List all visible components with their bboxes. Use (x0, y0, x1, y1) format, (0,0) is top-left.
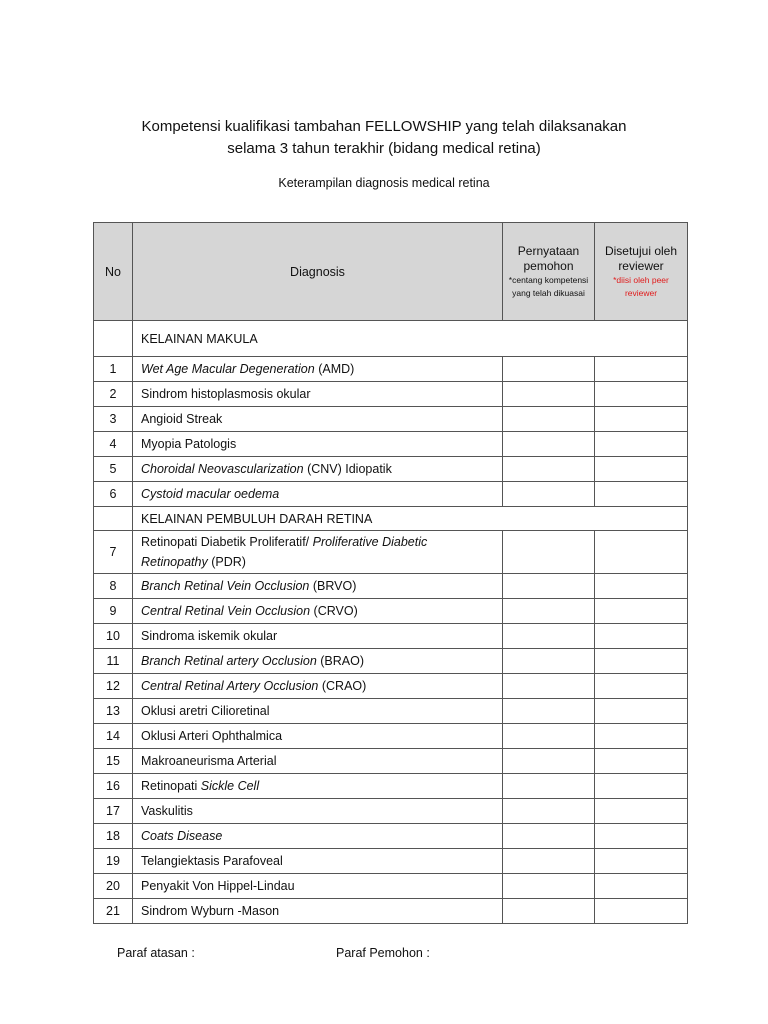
row-diagnosis (133, 649, 503, 674)
diagnosis-italic: Proliferative Diabetic Retinopathy (141, 535, 428, 569)
reviewer-cell[interactable] (595, 824, 688, 849)
table-row (94, 674, 688, 699)
reviewer-cell[interactable] (595, 382, 688, 407)
diagnosis-suffix: (PDR) (207, 555, 246, 569)
diagnosis-text: Oklusi Arteri Ophthalmica (141, 729, 283, 743)
table-row (94, 531, 688, 574)
row-number: 6 (94, 482, 133, 507)
row-diagnosis (133, 674, 503, 699)
table-row (94, 574, 688, 599)
reviewer-cell[interactable] (595, 482, 688, 507)
row-number: 9 (94, 599, 133, 624)
diagnosis-italic: Choroidal Neovascularization (141, 462, 304, 476)
pernyataan-checkbox-cell[interactable] (503, 724, 595, 749)
diagnosis-suffix: (AMD) (314, 362, 355, 376)
diagnosis-text: Retinopati (141, 779, 201, 793)
row-number: 2 (94, 382, 133, 407)
table-row (94, 649, 688, 674)
reviewer-cell[interactable] (595, 724, 688, 749)
reviewer-cell[interactable] (595, 899, 688, 924)
section-title: KELAINAN MAKULA (133, 321, 688, 357)
row-number: 20 (94, 874, 133, 899)
header-pernyataan-label: Pernyataan pemohon (517, 243, 580, 273)
diagnosis-italic: Coats Disease (141, 829, 223, 843)
diagnosis-text: Sindrom Wyburn -Mason (141, 904, 280, 918)
title-line-1: Kompetensi kualifikasi tambahan FELLOWSHIP yang telah dilaksanakan (141, 118, 627, 135)
row-diagnosis (133, 574, 503, 599)
table-row (94, 599, 688, 624)
reviewer-cell[interactable] (595, 799, 688, 824)
diagnosis-text: Penyakit Von Hippel-Lindau (141, 879, 295, 893)
diagnosis-text: Makroaneurisma Arterial (141, 754, 277, 768)
header-disetujui-label: Disetujui oleh reviewer (604, 243, 678, 273)
table-row (94, 357, 688, 382)
paraf-atasan-label: Paraf atasan : (117, 946, 195, 960)
table-row (94, 624, 688, 649)
table-row (94, 849, 688, 874)
row-diagnosis (133, 749, 503, 774)
table-row (94, 799, 688, 824)
header-disetujui (595, 223, 688, 321)
diagnosis-suffix: (CNV) Idiopatik (303, 462, 392, 476)
header-diagnosis: Diagnosis (133, 223, 503, 321)
pernyataan-checkbox-cell[interactable] (503, 849, 595, 874)
diagnosis-table (93, 222, 688, 924)
row-number: 17 (94, 799, 133, 824)
table-row (94, 899, 688, 924)
row-number: 4 (94, 432, 133, 457)
reviewer-cell[interactable] (595, 624, 688, 649)
row-diagnosis (133, 599, 503, 624)
row-diagnosis (133, 699, 503, 724)
row-number: 14 (94, 724, 133, 749)
reviewer-cell[interactable] (595, 531, 688, 574)
document-subtitle: Keterampilan diagnosis medical retina (278, 176, 490, 190)
row-diagnosis (133, 624, 503, 649)
row-number: 11 (94, 649, 133, 674)
diagnosis-text: Retinopati Diabetik Proliferatif/ (141, 535, 313, 549)
row-number: 19 (94, 849, 133, 874)
row-number: 16 (94, 774, 133, 799)
diagnosis-suffix: (CRAO) (318, 679, 367, 693)
reviewer-cell[interactable] (595, 357, 688, 382)
row-number: 15 (94, 749, 133, 774)
pernyataan-checkbox-cell[interactable] (503, 874, 595, 899)
table-row (94, 699, 688, 724)
diagnosis-italic: Cystoid macular oedema (141, 487, 280, 501)
row-diagnosis (133, 357, 503, 382)
pernyataan-checkbox-cell[interactable] (503, 899, 595, 924)
section-no-cell (94, 507, 133, 531)
pernyataan-checkbox-cell[interactable] (503, 699, 595, 724)
pernyataan-checkbox-cell[interactable] (503, 457, 595, 482)
reviewer-cell[interactable] (595, 749, 688, 774)
table-row (94, 874, 688, 899)
table-row (94, 774, 688, 799)
diagnosis-italic: Sickle Cell (200, 779, 260, 793)
reviewer-cell[interactable] (595, 432, 688, 457)
table-row (94, 482, 688, 507)
header-pernyataan (503, 223, 595, 321)
row-number: 21 (94, 899, 133, 924)
pernyataan-checkbox-cell[interactable] (503, 599, 595, 624)
diagnosis-text: Myopia Patologis (141, 437, 237, 451)
table-body (94, 321, 688, 924)
table-row (94, 749, 688, 774)
pernyataan-checkbox-cell[interactable] (503, 432, 595, 457)
row-diagnosis (133, 874, 503, 899)
row-diagnosis (133, 432, 503, 457)
header-disetujui-note: *diisi oleh peer reviewer (613, 274, 669, 298)
diagnosis-text: Sindroma iskemik okular (141, 629, 278, 643)
section-row-kelainan-makula (94, 321, 688, 357)
diagnosis-text: Telangiektasis Parafoveal (141, 854, 283, 868)
row-number: 10 (94, 624, 133, 649)
reviewer-cell[interactable] (595, 699, 688, 724)
diagnosis-text: Vaskulitis (141, 804, 193, 818)
table-row (94, 824, 688, 849)
section-row-kelainan-pembuluh-darah-retina (94, 507, 688, 531)
row-diagnosis (133, 724, 503, 749)
row-number: 5 (94, 457, 133, 482)
document-title (0, 116, 768, 160)
table-row (94, 407, 688, 432)
row-number: 3 (94, 407, 133, 432)
row-diagnosis (133, 774, 503, 799)
diagnosis-suffix: (CRVO) (310, 604, 358, 618)
diagnosis-text: Angioid Streak (141, 412, 223, 426)
pernyataan-checkbox-cell[interactable] (503, 824, 595, 849)
table-row (94, 432, 688, 457)
row-diagnosis (133, 849, 503, 874)
reviewer-cell[interactable] (595, 649, 688, 674)
reviewer-cell[interactable] (595, 457, 688, 482)
diagnosis-italic: Branch Retinal Vein Occlusion (141, 579, 310, 593)
table-header-row (94, 223, 688, 321)
reviewer-cell[interactable] (595, 599, 688, 624)
row-number: 1 (94, 357, 133, 382)
row-diagnosis (133, 799, 503, 824)
diagnosis-italic: Branch Retinal artery Occlusion (141, 654, 317, 668)
pernyataan-checkbox-cell[interactable] (503, 382, 595, 407)
pernyataan-checkbox-cell[interactable] (503, 357, 595, 382)
row-diagnosis (133, 482, 503, 507)
reviewer-cell[interactable] (595, 774, 688, 799)
pernyataan-checkbox-cell[interactable] (503, 649, 595, 674)
pernyataan-checkbox-cell[interactable] (503, 624, 595, 649)
diagnosis-text: Oklusi aretri Cilioretinal (141, 704, 270, 718)
diagnosis-italic: Wet Age Macular Degeneration (141, 362, 315, 376)
row-diagnosis (133, 531, 503, 574)
row-number: 8 (94, 574, 133, 599)
section-title: KELAINAN PEMBULUH DARAH RETINA (133, 507, 688, 531)
diagnosis-italic: Central Retinal Vein Occlusion (141, 604, 311, 618)
row-diagnosis (133, 899, 503, 924)
pernyataan-checkbox-cell[interactable] (503, 574, 595, 599)
paraf-pemohon-label: Paraf Pemohon : (336, 946, 430, 960)
header-pernyataan-note: *centang kompetensi yang telah dikuasai (508, 274, 589, 298)
row-diagnosis (133, 407, 503, 432)
pernyataan-checkbox-cell[interactable] (503, 407, 595, 432)
reviewer-cell[interactable] (595, 574, 688, 599)
row-diagnosis (133, 457, 503, 482)
pernyataan-checkbox-cell[interactable] (503, 774, 595, 799)
title-line-2: selama 3 tahun terakhir (bidang medical retina) (227, 140, 541, 157)
diagnosis-suffix: (BRVO) (309, 579, 357, 593)
pernyataan-checkbox-cell[interactable] (503, 674, 595, 699)
table-row (94, 457, 688, 482)
table-row (94, 724, 688, 749)
row-number: 12 (94, 674, 133, 699)
pernyataan-checkbox-cell[interactable] (503, 749, 595, 774)
table-row (94, 382, 688, 407)
diagnosis-suffix: (BRAO) (316, 654, 365, 668)
reviewer-cell[interactable] (595, 674, 688, 699)
header-no: No (94, 223, 133, 321)
row-number: 13 (94, 699, 133, 724)
reviewer-cell[interactable] (595, 874, 688, 899)
row-number: 18 (94, 824, 133, 849)
row-diagnosis (133, 824, 503, 849)
diagnosis-italic: Central Retinal Artery Occlusion (141, 679, 319, 693)
pernyataan-checkbox-cell[interactable] (503, 482, 595, 507)
diagnosis-text: Sindrom histoplasmosis okular (141, 387, 311, 401)
row-number: 7 (94, 531, 133, 574)
reviewer-cell[interactable] (595, 407, 688, 432)
row-diagnosis (133, 382, 503, 407)
pernyataan-checkbox-cell[interactable] (503, 531, 595, 574)
pernyataan-checkbox-cell[interactable] (503, 799, 595, 824)
reviewer-cell[interactable] (595, 849, 688, 874)
section-no-cell (94, 321, 133, 357)
